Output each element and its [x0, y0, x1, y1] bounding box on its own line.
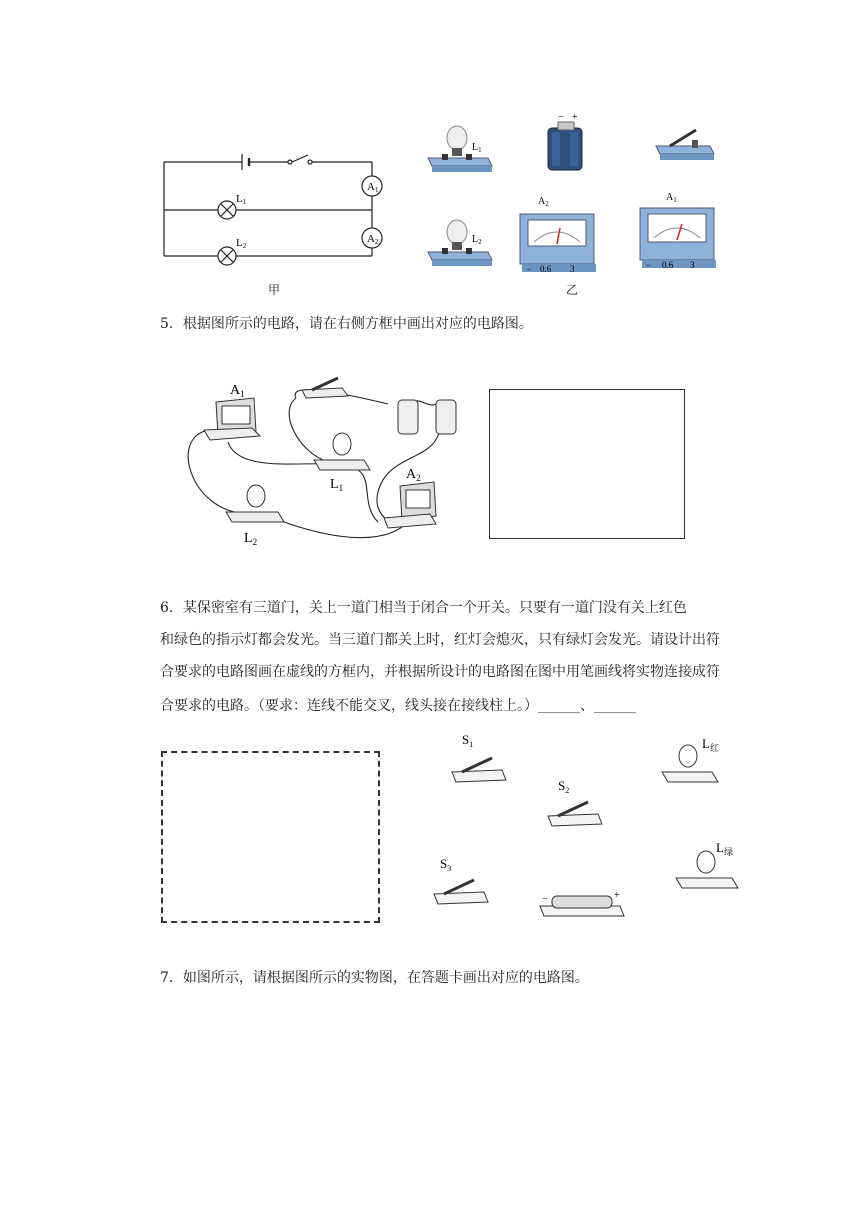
question-6-line-4: 合要求的电路。（要求：连线不能交叉，线头接在接线柱上。）______、______: [160, 698, 636, 714]
caption-jia: 甲: [268, 283, 281, 297]
svg-text:+: +: [572, 112, 578, 123]
lamp-l2-label: L2: [236, 237, 247, 250]
switch-icon: [302, 378, 348, 398]
question-7-text: 如图所示，请根据图所示的实物图，在答题卡画出对应的电路图。: [182, 970, 589, 986]
ammeter-a2-icon: [520, 214, 596, 272]
ammeter-a1-icon: [640, 208, 716, 268]
battery-cells-icon: [398, 400, 456, 434]
svg-text:L2: $L_2$: [472, 234, 482, 246]
svg-text:−: −: [542, 894, 548, 905]
question-7: [160, 962, 720, 994]
svg-text:L红: $L_红$: [702, 736, 719, 753]
svg-text:S1: $S_1$: [462, 732, 474, 749]
question-5: [160, 308, 720, 340]
caption-yi: 乙: [566, 283, 579, 297]
q5-answer-box[interactable]: [489, 389, 685, 539]
bulb-l2-icon: [226, 485, 284, 522]
switch-s3-icon: [434, 880, 488, 904]
q6-components: [426, 728, 756, 928]
switch-s2-icon: [548, 802, 602, 826]
question-5-number: 5．: [160, 316, 183, 332]
svg-text:A2: $A_2$: [538, 196, 549, 208]
svg-text:−: −: [526, 264, 532, 274]
question-6-line-1: 某保密室有三道门，关上一道门相当于闭合一个开关。只要有一道门没有关上红色: [182, 600, 687, 616]
svg-text:S2: $S_2$: [558, 778, 570, 795]
svg-text:3: 3: [570, 264, 575, 274]
lamp-l1-label: L1: [236, 193, 247, 206]
svg-text:A1: $A_1$: [230, 383, 245, 399]
q5-physical-circuit: [178, 372, 468, 552]
bulb-l2-icon: [428, 220, 492, 266]
question-7-number: 7．: [160, 970, 183, 986]
svg-text:L2: $L_2$: [244, 531, 258, 547]
svg-text:A1: $A_1$: [666, 192, 677, 204]
svg-text:A2: $A_2$: [406, 467, 421, 483]
svg-text:3: 3: [690, 260, 695, 270]
svg-text:L绿: $L_绿$: [716, 840, 733, 857]
bulb-l1-icon: [314, 433, 370, 470]
battery-holder-icon: [540, 896, 624, 916]
question-6-line-2: 和绿色的指示灯都会发光。当三道门都关上时，红灯会熄灭，只有绿灯会发光。请设计出符: [160, 632, 720, 648]
battery-icon: [548, 122, 582, 170]
svg-text:L1: $L_1$: [330, 477, 344, 493]
svg-text:S3: $S_3$: [440, 856, 452, 873]
bulb-l1-icon: [428, 126, 492, 172]
q6-dashed-answer-box[interactable]: [161, 751, 380, 923]
switch-icon: [656, 130, 714, 160]
meter-a2-label: A2: [367, 233, 379, 246]
meter-a1-label: A1: [367, 181, 379, 194]
svg-text:−: −: [646, 260, 652, 270]
ammeter-a1-icon: [204, 398, 260, 440]
svg-text:+: +: [614, 890, 620, 901]
svg-text:L1: $L_1$: [472, 142, 482, 154]
components-yi: [420, 110, 720, 280]
question-6-line-3: 合要求的电路图画在虚线的方框内，并根据所设计的电路图在图中用笔画线将实物连接成符: [160, 664, 720, 680]
ammeter-a2-icon: [384, 482, 436, 528]
question-6: [160, 592, 730, 624]
question-6-number: 6．: [160, 600, 183, 616]
question-5-text: 根据图所示的电路，请在右侧方框中画出对应的电路图。: [182, 316, 533, 332]
svg-text:0.6: 0.6: [540, 264, 552, 274]
switch-s1-icon: [452, 758, 506, 782]
svg-text:0.6: 0.6: [662, 260, 674, 270]
svg-text:−: −: [558, 112, 564, 123]
circuit-diagram-jia: [150, 140, 390, 270]
